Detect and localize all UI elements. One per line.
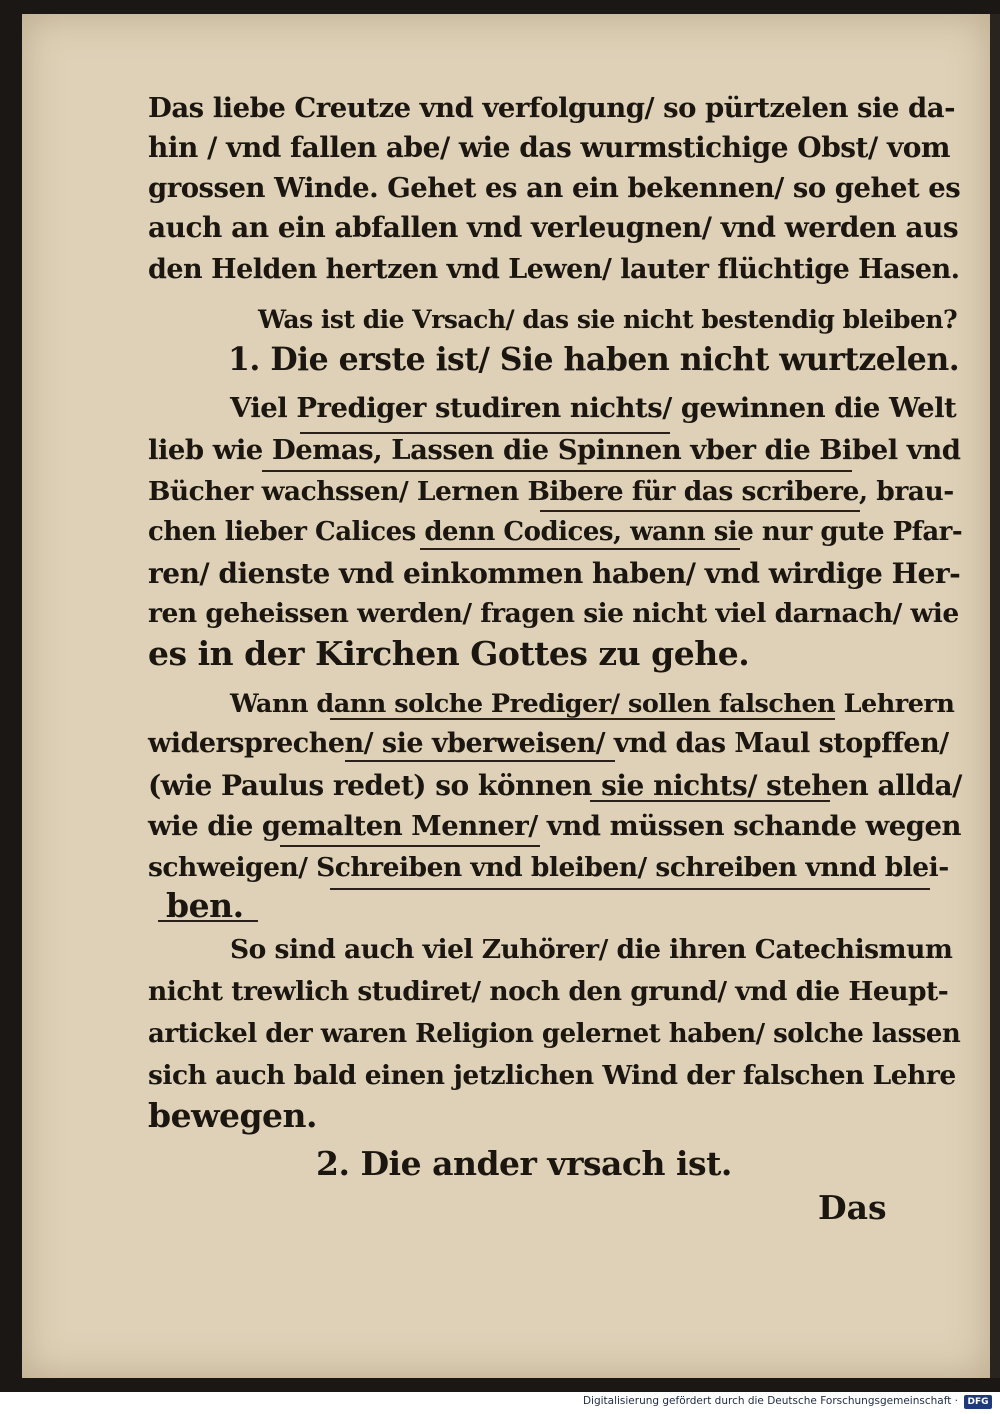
text-line: lieb wie Demas, Lassen die Spinnen vber die Bibel vnd (148, 434, 961, 466)
text-line: nicht trewlich studiret/ noch den grund/ vnd die Heupt- (148, 976, 949, 1007)
text-line: auch an ein abfallen vnd verleugnen/ vnd werden aus (148, 211, 959, 244)
text-line: Das liebe Creutze vnd verfolgung/ so pürtzelen sie da- (148, 92, 955, 124)
dfg-logo: DFG (964, 1395, 992, 1409)
text-line: Wann dann solche Prediger/ sollen falschen Lehrern (230, 689, 955, 719)
ink-underline (420, 548, 740, 550)
ink-underline (345, 760, 615, 762)
text-line: artickel der waren Religion gelernet haben/ solche lassen (148, 1019, 961, 1049)
text-line: wie die gemalten Menner/ vnd müssen schande wegen (148, 810, 961, 842)
text-line: Bücher wachssen/ Lernen Bibere für das scribere, brau- (148, 476, 954, 507)
page-edge (990, 14, 1000, 1378)
ink-underline (280, 845, 540, 847)
ink-underline (158, 920, 258, 922)
ink-underline (262, 470, 852, 472)
text-line: den Helden hertzen vnd Lewen/ lauter flüchtige Hasen. (148, 254, 960, 285)
text-line: ben. (166, 886, 244, 925)
ink-underline (330, 888, 930, 890)
text-line: es in der Kirchen Gottes zu gehe. (148, 634, 750, 673)
text-line: ren geheissen werden/ fragen sie nicht viel darnach/ wie (148, 598, 959, 629)
section-heading: 2. Die ander vrsach ist. (316, 1144, 732, 1183)
text-line: (wie Paulus redet) so können sie nichts/ stehen allda/ (148, 769, 962, 802)
text-line: hin / vnd fallen abe/ wie das wurmstichige Obst/ vom (148, 131, 951, 164)
section-question: Was ist die Vrsach/ das sie nicht bestendig bleiben? (258, 305, 958, 334)
ink-underline (590, 800, 830, 802)
text-line: Viel Prediger studiren nichts/ gewinnen die Welt (230, 392, 957, 424)
catchword: Das (818, 1188, 887, 1227)
text-line: So sind auch viel Zuhörer/ die ihren Catechismum (230, 934, 953, 965)
text-line: sich auch bald einen jetzlichen Wind der falschen Lehre (148, 1060, 956, 1091)
text-line: bewegen. (148, 1096, 318, 1135)
footer-bar (0, 1392, 1000, 1414)
funding-credit: Digitalisierung gefördert durch die Deutsche Forschungsgemeinschaft · (582, 1395, 958, 1407)
ink-underline (540, 510, 860, 512)
text-line: widersprechen/ sie vberweisen/ vnd das Maul stopffen/ (148, 728, 949, 759)
ink-underline (330, 718, 835, 720)
ink-underline (300, 432, 670, 434)
section-heading: 1. Die erste ist/ Sie haben nicht wurtzelen. (228, 341, 960, 378)
text-line: chen lieber Calices denn Codices, wann sie nur gute Pfar- (148, 517, 963, 547)
text-line: ren/ dienste vnd einkommen haben/ vnd wirdige Her- (148, 557, 961, 590)
text-line: grossen Winde. Gehet es an ein bekennen/ so gehet es (148, 172, 961, 204)
text-line: schweigen/ Schreiben vnd bleiben/ schreiben vnnd blei- (148, 852, 949, 883)
